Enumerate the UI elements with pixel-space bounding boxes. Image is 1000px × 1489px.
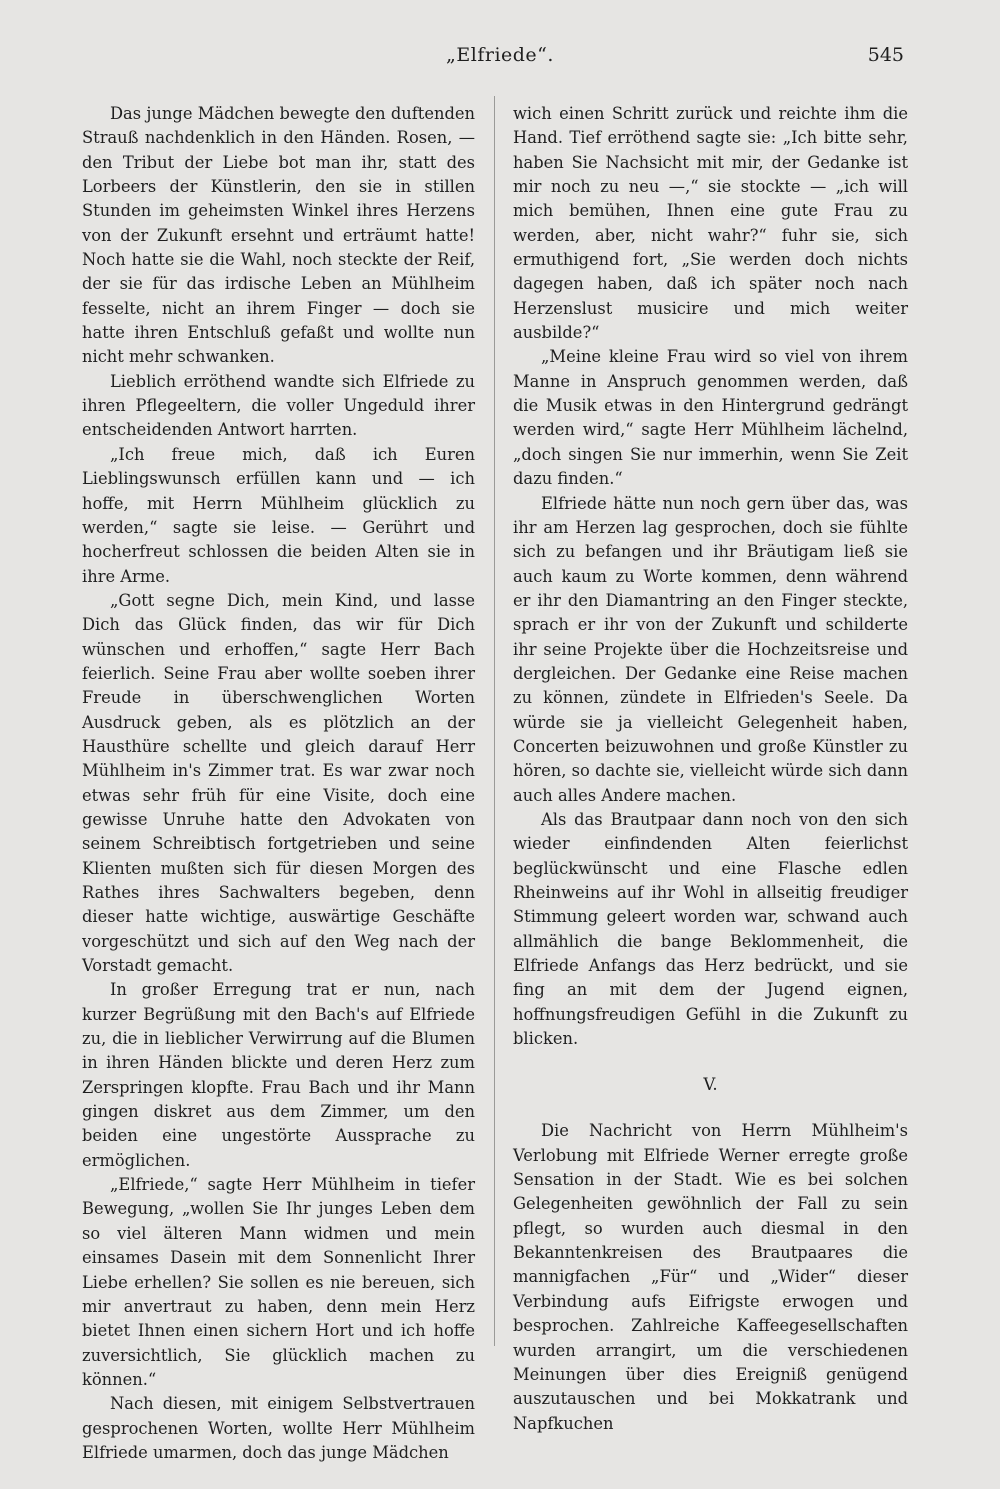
section-heading: V. — [703, 1075, 718, 1095]
paragraph: Elfriede hätte nun noch gern über das, was ihr am Herzen lag gesprochen, doch sie fühlte sich zu befangen und ihr Bräutigam ließ sie auch kaum zu Worte kommen, denn während er ihr den Diamantring an den Finger steckte, sprach er ihr von der Zukunft und schilderte ihr seine Projekte über die Hochzeitsreise und dergleichen. Der Gedanke eine Reise machen zu können, zündete in Elfrieden's Seele. Da würde sie ja vielleicht Gelegenheit haben, Concerten beizuwohnen und große Künstler zu hören, so dachte sie, vielleicht würde sich dann auch alles Andere machen. — [513, 493, 908, 805]
right-column — [513, 102, 908, 1436]
paragraph: „Elfriede,“ sagte Herr Mühlheim in tiefer Bewegung, „wollen Sie Ihr junges Leben dem so viel älteren Mann widmen und mein einsames Dasein mit dem Sonnenlicht Ihrer Liebe erhellen? Sie sollen es nie bereuen, sich mir anvertraut zu haben, denn mein Herz bietet Ihnen einen sichern Hort und ich hoffe zuversichtlich, Sie glücklich machen zu können.“ — [82, 1175, 475, 1389]
paragraph: Lieblich erröthend wandte sich Elfriede zu ihren Pflegeeltern, die voller Ungeduld ihrer entscheidenden Antwort harrten. — [82, 371, 475, 440]
left-column — [82, 102, 475, 1465]
running-title: „Elfriede“. — [446, 44, 554, 66]
paragraph: In großer Erregung trat er nun, nach kurzer Begrüßung mit den Bach's auf Elfriede zu, die in lieblicher Verwirrung auf die Blumen in ihren Händen blickte und deren Herz zum Zerspringen klopfte. Frau Bach und ihr Mann gingen diskret aus dem Zimmer, um den beiden eine ungestörte Aussprache zu ermöglichen. — [82, 980, 475, 1170]
column-divider — [494, 96, 495, 1346]
paragraph: Als das Brautpaar dann noch von den sich wieder einfindenden Alten feierlichst beglückwünscht und eine Flasche edlen Rheinweins auf ihr Wohl in allseitig freudiger Stimmung geleert worden war, schwand auch allmählich die bange Beklommenheit, die Elfriede Anfangs das Herz bedrückt, und sie fing an mit dem der Jugend eignen, hoffnungsfreudigen Gefühl in die Zukunft zu blicken. — [513, 809, 908, 1049]
paragraph: „Meine kleine Frau wird so viel von ihrem Manne in Anspruch genommen werden, daß die Musik etwas in den Hintergrund gedrängt werden wird,“ sagte Herr Mühlheim lächelnd, „doch singen Sie nur immerhin, wenn Sie Zeit dazu finden.“ — [513, 347, 908, 489]
paragraph: „Ich freue mich, daß ich Euren Lieblingswunsch erfüllen kann und — ich hoffe, mit Herrn Mühlheim glücklich zu werden,“ sagte sie leise. — Gerührt und hocherfreut schlossen die beiden Alten sie in ihre Arme. — [82, 444, 475, 586]
paragraph: Das junge Mädchen bewegte den duftenden Strauß nachdenklich in den Händen. Rosen, — den Tribut der Liebe bot man ihr, statt des Lorbeers der Künstlerin, den sie in stillen Stunden im geheimsten Winkel ihres Herzens von der Zukunft ersehnt und erträumt hatte! Noch hatte sie die Wahl, noch steckte der Reif, der sie für das irdische Leben an Mühlheim fesselte, nicht an ihrem Finger — doch sie hatte ihren Entschluß gefaßt und wollte nun nicht mehr schwanken. — [82, 104, 475, 367]
paragraph: „Gott segne Dich, mein Kind, und lasse Dich das Glück finden, das wir für Dich wünschen und erhoffen,“ sagte Herr Bach feierlich. Seine Frau aber wollte soeben ihrer Freude in überschwenglichen Worten Ausdruck geben, als es plötzlich an der Hausthüre schellte und gleich darauf Herr Mühlheim in's Zimmer trat. Es war zwar noch etwas sehr früh für eine Visite, doch eine gewisse Unruhe hatte den Advokaten von seinem Schreibtisch fortgetrieben und seine Klienten mußten sich für diesen Morgen des Rathes ihres Sachwalters begeben, denn dieser hatte wichtige, auswärtige Geschäfte vorgeschützt und sich auf den Weg nach der Vorstadt gemacht. — [82, 590, 475, 976]
page-number: 545 — [867, 44, 904, 66]
paragraph: Die Nachricht von Herrn Mühlheim's Verlobung mit Elfriede Werner erregte große Sensation in der Stadt. Wie es bei solchen Gelegenheiten gewöhnlich der Fall zu sein pflegt, so wurden auch diesmal in den Bekanntenkreisen des Brautpaares die mannigfachen „Für“ und „Wider“ dieser Verbindung aufs Eifrigste erwogen und besprochen. Zahlreiche Kaffeegesellschaften wurden arrangirt, um die verschiedenen Meinungen über dies Ereigniß genügend auszutauschen und bei Mokkatrank und Napfkuchen — [513, 1121, 908, 1433]
paragraph-continuation: wich einen Schritt zurück und reichte ihm die Hand. Tief erröthend sagte sie: „Ich bitte sehr, haben Sie Nachsicht mit mir, der Gedanke ist mir noch zu neu —,“ sie stockte — „ich will mich bemühen, Ihnen eine gute Frau zu werden, aber, nicht wahr?“ fuhr sie, sich ermuthigend fort, „Sie werden doch nichts dagegen haben, daß ich später noch nach Herzenslust musicire und mich weiter ausbilde?“ — [513, 104, 908, 343]
paragraph: Nach diesen, mit einigem Selbstvertrauen gesprochenen Worten, wollte Herr Mühlheim Elfriede umarmen, doch das junge Mädchen — [82, 1394, 475, 1462]
